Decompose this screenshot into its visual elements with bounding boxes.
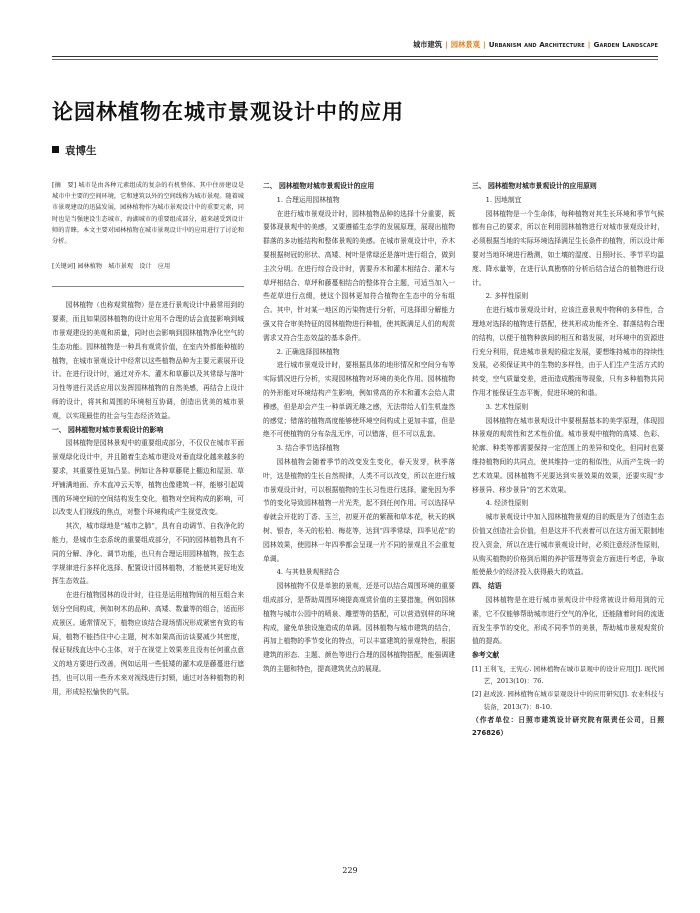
header-rule-thin (52, 59, 658, 60)
paragraph: 城市景观设计中加入园林植物景观的目的既是为了创造生态价值又创造社会价值，但是这并不代表着可以在这方面无限制地投入资金，所以在进行城市景观设计时，必须注意经济性原则，从购买植物的价格到后期的养护管理等资金方面进行考虑，争取能使最少的经济投入获得最大的效益。 (472, 513, 664, 577)
paragraph: 园林植物不仅是单独的景观，还是可以结合周围环境的重要组成部分，是帮助周围环境提高观赏价值的主要措施，例如园林植物与城市公园中的喷泉、雕塑等的搭配，可以营造别样的环境构成，避免单独设施造成的单调。园林植物与城市建筑的结合，再加上植物的季节变化的特点，可以丰富建筑的景观特色，根据建筑的形态、主题、颜色等进行合理的园林植物搭配，能强调建筑的主题和特色，提高建筑优点的展现。 (263, 582, 455, 673)
references-heading: 参考文献 (472, 651, 500, 660)
paragraph: 园林植物是一个生命体，每种植物对其生长环境和季节气候都有自己的要求，所以在利用园林植物进行对城市景观设计时，必须根据当地的实际环境选择满足生长条件的植物，所以设计师要对当地环境进行勘测，如土壤的湿度、日照时长、季节平均温度、降水量等，在进行认真勘察的分析后结合适合的植物进行设计。 (472, 209, 664, 287)
section-heading: 二、 园林植物对城市景观设计的应用 (263, 182, 375, 190)
section-heading: 三、 园林植物对城市景观设计的应用原则 (472, 182, 597, 190)
abstract-label: [摘 要] (52, 182, 77, 189)
paragraph: 进行城市景观设计时，要根据具体的地形情况和空间分布等实际情况进行分析，实现园林植物对环境的美化作用。园林植物的外形能对环境结构产生影响，例如常高的乔木和灌木会给人肃穆感，但是却会产生一种单调无趣之感，无法带给人们生机盎然的感觉；错落的植物高度能够使环境空间构成上更加丰富，但是绝不可使植物的分布杂乱无序，可以错落，但不可以乱套。 (263, 361, 455, 439)
paragraph: 在进行植物园林的设计时，往往是运用植物间的相互组合来划分空间构成，例如树木的品种、高矮、数量等的组合，适而形成景区。通常情况下，植物应该结合现场情况形成紧密有致的布局，植物不能挡住中心主题，树木如果高而访谈要减少其密度，保证视线直达中心主体，对于在视觉上效果差且没有任何重点意义的地方要进行改善，例如运用一些低矮的灌木或是藤蔓进行遮挡，也可以用一些乔木来对视线进行封锁，通过对各种植物的利用，形成轻松愉快的气氛。 (52, 591, 244, 696)
subsection-heading: 3. 艺术性原则 (485, 402, 529, 411)
reference-item: [2] 赵成波. 园林植物在城市景观设计中的应用研究[J]. 农业科技与装备，2013(7)：8-10. (472, 690, 664, 711)
column-2-body (263, 180, 455, 677)
references-list (472, 663, 664, 713)
page-number: 229 (342, 866, 358, 875)
paragraph: 园林植物会随着季节的改变发生变化，春天发芽，秋季落叶，这是植物的生长自然规律，人类不可以改变，所以在进行城市景观设计时，可以根据植物的生长习性进行选择，避免因为季节的变化导致园林植物一片光秃，起不到任何作用。可以选择早春就会开花的丁香、玉兰，初夏开花的紫薇和草本花，秋天的枫树、银杏，冬天的松柏、梅花等，达到“四季常绿，四季见花”的园林效果，使园林一年四季都会呈现一片不同的景观且不会重复单调。 (263, 457, 455, 563)
subsection-heading: 1. 因地制宜 (485, 195, 522, 204)
square-bullet-icon (52, 146, 59, 153)
keywords-label: [关键词] (52, 263, 76, 271)
paragraph: 在进行城市景观设计时，应该注意景观中物种的多样性，合理地对选择的植物进行搭配，使其形成功能齐全、群落结构合理的结构，以便于植物种族间的相互和谐发展，对环境中的资源进行充分利用，促进城市景观的稳定发展，要想维持城市的持续性发展，必须保证其中的生物的多样性，由于人们生产生活方式的转变，空气质量变差，进而造成酸雨等现象，只有多种植物共同作用才能保证生态平衡，促进环境的和谐。 (472, 306, 664, 397)
abstract (52, 180, 244, 247)
abstract-text: 城市是由各种元素组成的复杂的有机整体，其中住房建设是城市中主要的空间环境，它和建筑以外的空间线称为城市景观。随着城市景观建设的迅猛发展，园林植物作为城市景观设计中的重要元素，同时也是当强建设生态城市，海湖城市的重要组成部分，越来越受到设计师的青睐。本文主要对园林植物在城市景观设计中的应用进行了讨论和分析。 (52, 182, 245, 246)
journal-name-en: Urbanism and Architecture (488, 40, 585, 49)
journal-header: 城市建筑 | 园林景观 | Urbanism and Architecture | Garden Landscape (412, 40, 658, 49)
column-3 (472, 180, 664, 740)
section-name-en: Garden Landscape (593, 40, 658, 49)
keywords-text: 园林植物 城市景观 设计 应用 (77, 263, 171, 271)
subsection-heading: 4. 与其他景观相结合 (276, 568, 340, 577)
paragraph: 园林植物是园林景观中的重要组成部分，不仅仅在城市平面景观绿化设计中，并且随着生态城市建设对垂直绿化越来越多的要求，其重要性更加凸显。例如让各种草藤爬上棚边和屋顶、草坪铺满地面、乔木直冲云天等，植物也像建筑一样，能够引起周围的环境空间的空间结构发生变化，植物对空间构成的影响，可以改变人们视线的焦点，对整个环境构成产生视觉改变。 (52, 439, 244, 517)
column-1-body (52, 299, 244, 699)
author-line (52, 143, 97, 158)
section-heading: 四、 结语 (472, 582, 502, 591)
paragraph: 园林植物在城市景观设计中要根据基本的美学原理，体现园林景观的观赏性和艺术性价值。城市景观中植物的高矮、色彩、轮廓、种类等都需要保持一定范围上的差异和变化，但同时也要维持植物间的共同点，使其维持一定的相似性，从而产生统一的艺术效果。园林植物不光要达到实景效果的效果，还要实现“步移景异、移步景异”的艺术效果。 (472, 416, 664, 494)
author-affiliation: （作者单位：日照市建筑设计研究院有限责任公司，日照 276826） (472, 716, 664, 738)
subsection-heading: 2. 多样性原则 (485, 292, 529, 301)
article-title: 论园林植物在城市景观设计中的应用 (52, 100, 404, 124)
paragraph: 其次，城市绿地是“城市之肺”，具有自动调节、自我净化的能力，是城市生态系统的重要组成部分，不同的园林植物具有不同的分解、净化、调节功能，也只有合理运用园林植物，按生态学规律进行多样化选择、配置设计园林植物，才能使其更好地发挥生态效益。 (52, 522, 244, 586)
abstract-divider (52, 286, 244, 287)
journal-name: 城市建筑 (412, 40, 443, 49)
section-heading: 一、 园林植物对城市景观设计的影响 (52, 425, 164, 434)
header-rule (52, 56, 658, 57)
subsection-heading: 1. 合理运用园林植物 (276, 195, 340, 204)
author-name: 袁博生 (65, 145, 97, 157)
paragraph: 在进行城市景观设计时，园林植物品种的选择十分重要，既要体现景观中的美感，又要遵循生态学的发展原理，展现出植物群落的多功能结构和整体景观的美感。在城市景观设计中，乔木要根据树冠的形状、高矮、树叶是常绿还是落叶进行组合，做到主次分明。在进行综合设计时，需要乔木和灌木相结合、灌木与草坪相结合、草坪和藤蔓相结合的整体符合主题，可适当加入一些花草进行点缀，使这个园林更加符合植物在生态中的分布组合。其中，针对某一地区的污染物进行分析，可选择即分解能力强又符合审美特征的园林植物进行种植，使其既满足人们的观赏需求又符合生态效益的基本条件。 (263, 209, 455, 342)
subsection-heading: 4. 经济性原则 (485, 499, 529, 508)
section-name: 园林景观 (450, 40, 480, 49)
reference-item: [1] 王利飞，王宪心. 园林植物在城市景观中的设计应用[J]. 现代园艺，2013(10)：76. (472, 664, 664, 686)
paragraph: 园林植物是在进行城市景观设计中经常被设计师用到的元素，它不仅能够帮助城市进行空气的净化，还能随着时间的流逝而发生季节的变化，形成不同季节的美景，帮助城市景观观赏价值的提高。 (472, 595, 664, 646)
paragraph: 园林植物（也称观赏植物）是在进行景观设计中最常用到的要素，而且如果园林植物的设计应用不合理的话会直接影响到城市景观建设的美观和质量，同时也会影响到园林植物净化空气的生态功能。园林植物是一种具有观赏价值，在室内外都能种植的植物，在城市景观设计中经常以这些植物品种为主要元素展开设计。在进行设计时，通过对乔木、灌木和草藤以及其常绿与落叶习性等进行灵活应用以发挥园林植物的自然美感，再结合上设计师的设计，将其和周围的环境相互协调，创造出优美的城市景观，以实现最佳的社会与生态经济效益。 (52, 301, 244, 420)
keywords (52, 261, 244, 272)
column-2 (263, 180, 455, 677)
column-1 (52, 180, 244, 700)
subsection-heading: 3. 结合季节选择植物 (276, 444, 340, 453)
subsection-heading: 2. 正确选择园林植物 (276, 347, 340, 356)
column-3-body (472, 180, 664, 649)
